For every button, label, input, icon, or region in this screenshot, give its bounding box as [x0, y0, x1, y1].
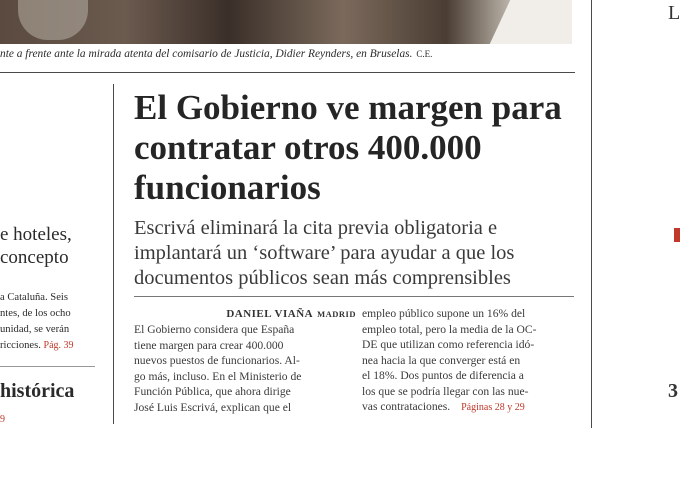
col2-line: empleo público supone un 16% del — [362, 307, 526, 320]
col2-line: los que se podría llegar con las nue- — [362, 384, 529, 398]
photo-credit: C.E. — [416, 49, 433, 59]
col1-line: José Luis Escrivá, explican que el — [134, 400, 292, 414]
col2-line: el 18%. Dos puntos de diferencia a — [362, 369, 524, 382]
left-divider — [0, 366, 95, 367]
left-headline: histórica — [0, 380, 75, 402]
article-subhead: Escrivá eliminará la cita previa obligatoria e implantará un ‘software’ para ayudar a que los documentos públicos sean más comprensibles — [134, 217, 515, 289]
col2-line: nea hacia la que converger está en — [362, 353, 521, 367]
left-page-ref: Pág. 39 — [43, 340, 74, 351]
news-photo — [0, 0, 572, 44]
column-divider-left — [113, 84, 114, 424]
article-headline: El Gobierno ve margen para contratar otros 400.000 funcionarios — [134, 88, 562, 207]
col1-line: go más, incluso. En el Ministerio de — [134, 369, 302, 383]
right-article-mark-2: 3 — [668, 380, 678, 402]
article-divider — [134, 296, 574, 297]
left-article-text-2: ntes, de los ocho — [0, 308, 71, 319]
col1-line: El Gobierno considera que España — [134, 323, 295, 336]
article-column-2 — [362, 306, 574, 416]
photo-caption — [0, 48, 575, 60]
caption-text: nte a frente ante la mirada atenta del comisario de Justicia, Didier Reynders, en Bruselas. — [0, 48, 413, 60]
article-page-ref: Páginas 28 y 29 — [461, 402, 525, 413]
photo-highlight — [18, 0, 88, 40]
left-article-text-3: unidad, se verán — [0, 324, 70, 335]
left-footer-digit: 9 — [0, 414, 5, 425]
article-byline — [200, 308, 356, 320]
col1-line: Función Pública, que ahora dirige — [134, 385, 291, 398]
photo-background — [490, 0, 572, 44]
left-article-text-4-body: ricciones. — [0, 340, 41, 351]
col2-line: DE que utilizan como referencia idó- — [362, 338, 535, 351]
col2-line-last — [362, 399, 574, 416]
article-column-1 — [134, 322, 346, 415]
col1-line: tiene margen para crear 400.000 — [134, 338, 284, 352]
left-article-line-1: e hoteles, — [0, 224, 72, 245]
left-article-text-4 — [0, 340, 100, 351]
author-location: MADRID — [317, 309, 356, 319]
caption-divider — [0, 72, 575, 73]
col2-line: empleo total, pero la media de la OC- — [362, 322, 537, 336]
left-article-text-1: a Cataluña. Seis — [0, 292, 68, 303]
col2-line: vas contrataciones. — [362, 400, 451, 413]
left-article-line-2: concepto — [0, 247, 69, 268]
col1-line: nuevos puestos de funcionarios. Al- — [134, 354, 300, 367]
column-divider-right — [591, 0, 592, 428]
author-name: DANIEL VIAÑA — [226, 308, 314, 320]
right-article-mark-1: L — [668, 2, 680, 24]
right-red-tick — [674, 228, 680, 242]
